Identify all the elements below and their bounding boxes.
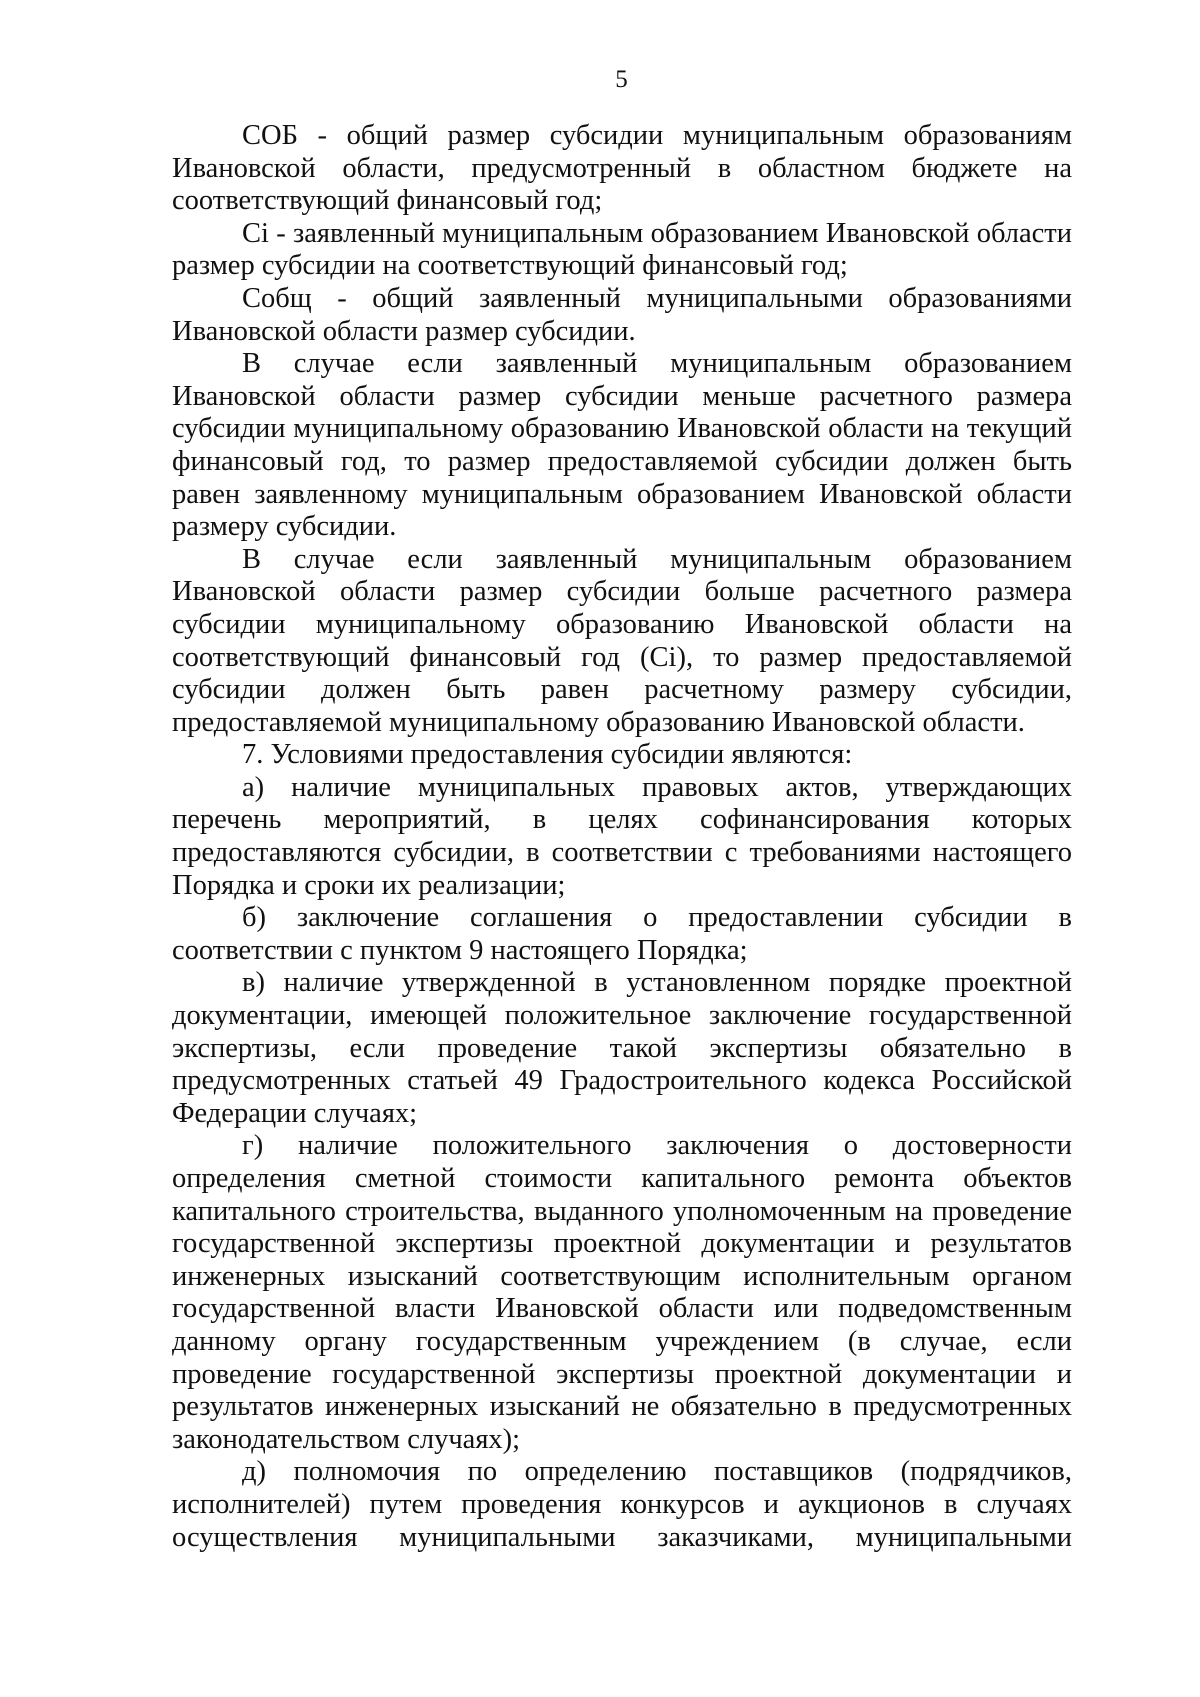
paragraph-subsidy-less-case: В случае если заявленный муниципальным образованием Ивановской области размер субсидии меньше расчетного размера субсидии муниципальному образованию Ивановской области на текущий финансовый год, то размер предоставляемой субсидии должен быть равен заявленному муниципальным образованием Ивановской области размеру субсидии. bbox=[172, 348, 1072, 543]
paragraph-subsidy-greater-case: В случае если заявленный муниципальным образованием Ивановской области размер субсидии больше расчетного размера субсидии муниципальному образованию Ивановской области на соответствующий финансовый год (Ci), то размер предоставляемой субсидии должен быть равен расчетному размеру субсидии, предоставляемой муниципальному образованию Ивановской области. bbox=[172, 543, 1072, 738]
paragraph-sob-definition: СОБ - общий размер субсидии муниципальным образованиям Ивановской области, предусмотренный в областном бюджете на соответствующий финансовый год; bbox=[172, 120, 1072, 217]
paragraph-condition-g: г) наличие положительного заключения о достоверности определения сметной стоимости капитального ремонта объектов капитального строительства, выданного уполномоченным на проведение государственной экспертизы проектной документации и результатов инженерных изысканий соответствующим исполнительным органом государственной власти Ивановской области или подведомственным данному органу государственным учреждением (в случае, если проведение государственной экспертизы проектной документации и результатов инженерных изысканий не обязательно в предусмотренных законодательством случаях); bbox=[172, 1130, 1072, 1455]
paragraph-condition-b: б) заключение соглашения о предоставлении субсидии в соответствии с пунктом 9 настоящего Порядка; bbox=[172, 902, 1072, 966]
paragraph-condition-v: в) наличие утвержденной в установленном порядке проектной документации, имеющей положительное заключение государственной экспертизы, если проведение такой экспертизы обязательно в предусмотренных статьей 49 Градостроительного кодекса Российской Федерации случаях; bbox=[172, 967, 1072, 1129]
paragraph-condition-d: д) полномочия по определению поставщиков (подрядчиков, исполнителей) путем проведения конкурсов и аукционов в случаях осуществления муниципальными заказчиками, муниципальными bbox=[172, 1456, 1072, 1553]
paragraph-sobsch-definition: Собщ - общий заявленный муниципальными образованиями Ивановской области размер субсидии. bbox=[172, 282, 1072, 347]
page-number: 5 bbox=[615, 66, 628, 93]
paragraph-condition-a: а) наличие муниципальных правовых актов, утверждающих перечень мероприятий, в целях софинансирования которых предоставляются субсидии, в соответствии с требованиями настоящего Порядка и сроки их реализации; bbox=[172, 771, 1072, 901]
paragraph-ci-definition: Ci - заявленный муниципальным образованием Ивановской области размер субсидии на соответствующий финансовый год; bbox=[172, 217, 1072, 282]
paragraph-conditions-heading: 7. Условиями предоставления субсидии являются: bbox=[242, 739, 853, 771]
document-body bbox=[172, 120, 1072, 1554]
